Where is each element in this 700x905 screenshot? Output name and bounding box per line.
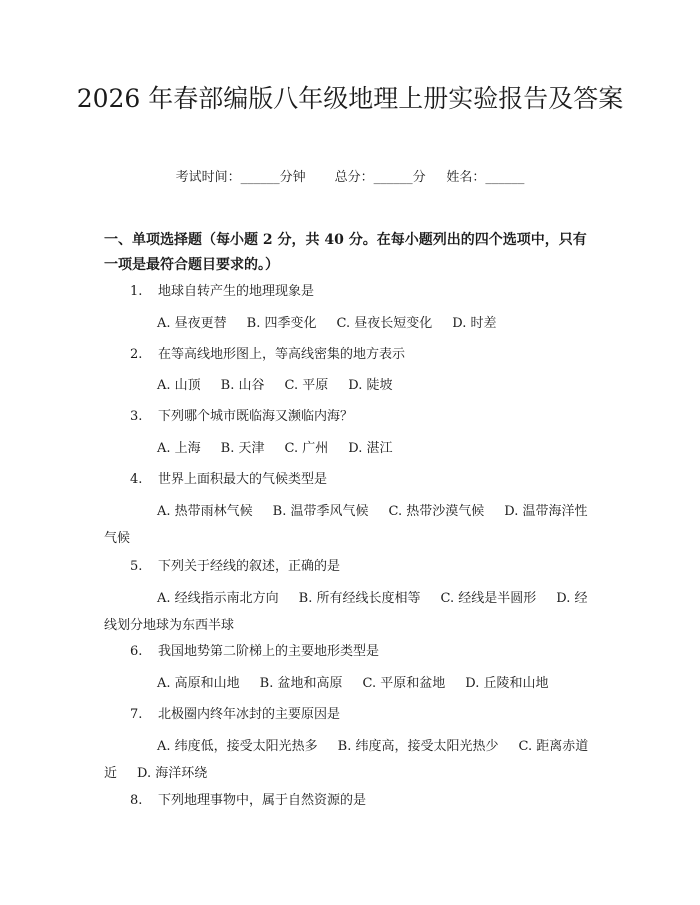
option-b: B. 温带季风气候 — [272, 504, 369, 519]
option-b: B. 纬度高，接受太阳光热少 — [337, 739, 499, 754]
option-b: B. 四季变化 — [246, 316, 317, 331]
question-text: 下列哪个城市既临海又濒临内海？ — [158, 409, 354, 424]
option-d: D. 陡坡 — [348, 378, 393, 393]
option-b: B. 所有经线长度相等 — [298, 591, 421, 606]
question-text: 在等高线地形图上，等高线密集的地方表示 — [158, 347, 406, 362]
time-blank: ______ — [240, 170, 280, 185]
option-d: D. 丘陵和山地 — [465, 676, 549, 691]
question-number: 8. — [130, 793, 143, 808]
question-options — [104, 435, 594, 462]
option-c: C. 经线是半圆形 — [440, 591, 537, 606]
question-text: 地球自转产生的地理现象是 — [158, 284, 315, 299]
name-label: 姓名： — [446, 170, 486, 185]
question-options — [104, 585, 594, 639]
option-c: C. 平原 — [284, 378, 329, 393]
score-blank: ______ — [373, 170, 413, 185]
question-options — [104, 733, 594, 787]
page-title: 2026 年春部编版八年级地理上册实验报告及答案 — [76, 84, 624, 113]
score-unit: 分 — [412, 170, 426, 185]
question-number: 6. — [130, 644, 143, 659]
option-d: D. 湛江 — [348, 441, 393, 456]
question-options — [104, 670, 594, 697]
question-text: 下列地理事物中，属于自然资源的是 — [158, 793, 367, 808]
option-b: B. 盆地和高原 — [259, 676, 343, 691]
question-text: 世界上面积最大的气候类型是 — [158, 472, 328, 487]
question-text: 我国地势第二阶梯上的主要地形类型是 — [158, 644, 380, 659]
option-a: A. 山顶 — [157, 378, 201, 393]
option-d: D. 温带海洋性气候 — [104, 504, 588, 546]
question-number: 5. — [130, 559, 143, 574]
option-a: A. 上海 — [157, 441, 201, 456]
question-options — [104, 498, 594, 552]
question-number: 2. — [130, 347, 143, 362]
question-number: 1. — [130, 284, 143, 299]
time-unit: 分钟 — [279, 170, 306, 185]
question-number: 4. — [130, 472, 143, 487]
section-heading: 一、单项选择题（每小题 2 分，共 40 分。在每小题列出的四个选项中，只有一项是最符合题目要求的。） — [104, 232, 587, 273]
option-c: C. 昼夜长短变化 — [336, 316, 433, 331]
question-options — [104, 310, 594, 337]
name-blank: ______ — [485, 170, 525, 185]
option-d: D. 经线划分地球为东西半球 — [104, 591, 588, 633]
option-a: A. 经线指示南北方向 — [157, 591, 279, 606]
option-c: C. 广州 — [284, 441, 329, 456]
score-label: 总分： — [334, 170, 374, 185]
option-c: C. 平原和盆地 — [362, 676, 446, 691]
option-a: A. 昼夜更替 — [157, 316, 227, 331]
question-number: 3. — [130, 409, 143, 424]
option-a: A. 高原和山地 — [157, 676, 240, 691]
question-text: 北极圈内终年冰封的主要原因是 — [158, 707, 341, 722]
time-label: 考试时间： — [175, 170, 241, 185]
exam-info-line — [0, 168, 700, 188]
question-number: 7. — [130, 707, 143, 722]
question-options — [104, 372, 594, 399]
option-a: A. 纬度低，接受太阳光热多 — [157, 739, 318, 754]
option-c: C. 热带沙漠气候 — [388, 504, 485, 519]
option-d: D. 时差 — [452, 316, 497, 331]
option-b: B. 山谷 — [220, 378, 265, 393]
option-c: C. 距离赤道近 — [104, 739, 589, 781]
question-text: 下列关于经线的叙述，正确的是 — [158, 559, 341, 574]
option-d: D. 海洋环绕 — [137, 766, 208, 781]
option-b: B. 天津 — [220, 441, 265, 456]
option-a: A. 热带雨林气候 — [157, 504, 253, 519]
